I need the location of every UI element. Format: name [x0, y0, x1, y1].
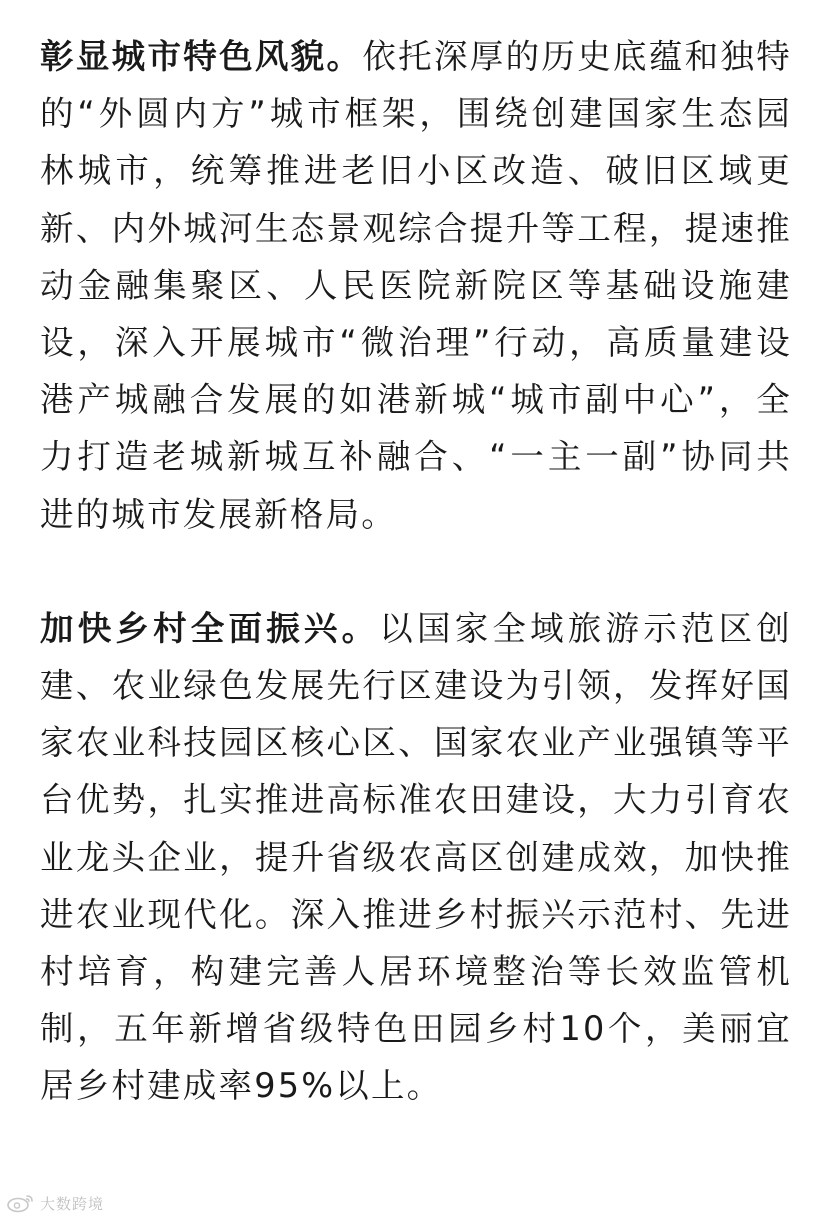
- paragraph-urban-features: [40, 28, 792, 543]
- article-body: [40, 28, 792, 1115]
- watermark: [6, 1192, 104, 1214]
- weibo-logo-icon: [6, 1193, 36, 1213]
- paragraph-text: 以国家全域旅游示范区创建、农业绿色发展先行区建设为引领，发挥好国家农业科技园区核心区、国家农业产业强镇等平台优势，扎实推进高标准农田建设，大力引育农业龙头企业，提升省级农高区创建成效，加快推进农业现代化。深入推进乡村振兴示范村、先进村培育，构建完善人居环境整治等长效监管机制，五年新增省级特色田园乡村10个，美丽宜居乡村建成率95%以上。: [40, 608, 792, 1106]
- paragraph-text: 依托深厚的历史底蕴和独特的“外圆内方”城市框架，围绕创建国家生态园林城市，统筹推进老旧小区改造、破旧区域更新、内外城河生态景观综合提升等工程，提速推动金融集聚区、人民医院新院区等基础设施建设，深入开展城市“微治理”行动，高质量建设港产城融合发展的如港新城“城市副中心”，全力打造老城新城互补融合、“一主一副”协同共进的城市发展新格局。: [40, 37, 792, 534]
- paragraph-lead: 彰显城市特色风貌。: [40, 37, 363, 76]
- paragraph-lead: 加快乡村全面振兴。: [40, 608, 380, 648]
- paragraph-rural-revitalization: [40, 600, 792, 1115]
- watermark-text: 大数跨境: [40, 1194, 105, 1213]
